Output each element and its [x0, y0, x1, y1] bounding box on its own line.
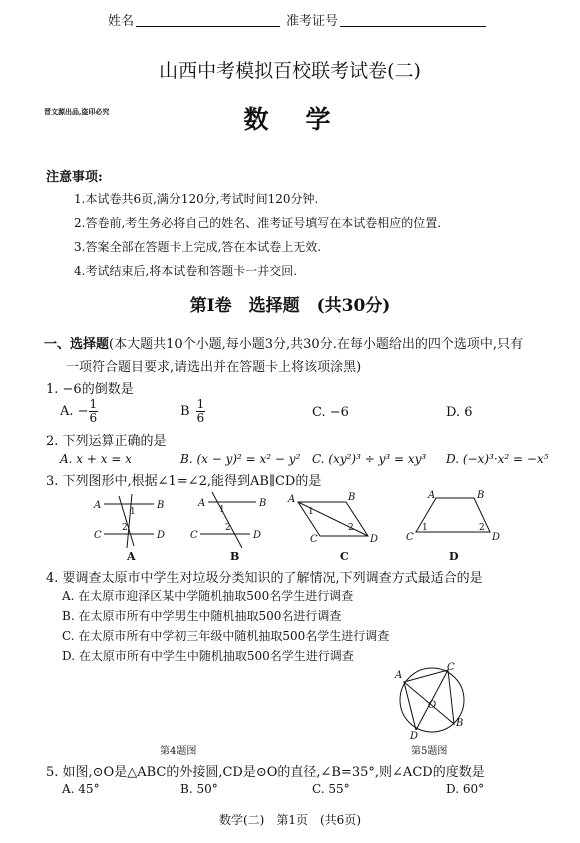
q2-option-a[interactable]: A. x + x = x: [60, 452, 132, 466]
q5-option-d[interactable]: D. 60°: [446, 782, 485, 796]
q3-c-point-b: B: [348, 492, 356, 503]
q4-option-c[interactable]: C. 在太原市所有中学初三年级中随机抽取500名学生进行调查: [62, 629, 390, 643]
copyright-notice: 晋文源出品,盗印必究: [44, 107, 110, 116]
q3-d-point-c: C: [406, 532, 414, 543]
notice-item: 2.答卷前,考生务必将自己的姓名、准考证号填写在本试卷相应的位置.: [74, 216, 442, 230]
q4-option-b[interactable]: B. 在太原市所有中学男生中随机抽取500名进行调查: [62, 609, 342, 623]
q2-option-d[interactable]: D. (−x)³·x² = −x⁵: [446, 452, 549, 466]
q5-point-o: O: [428, 700, 437, 711]
q3-b-angle-1: 1: [219, 505, 225, 515]
q3-c-point-d: D: [370, 534, 379, 545]
q1-option-b-prefix: B: [180, 404, 190, 419]
q5-point-c: C: [447, 662, 455, 673]
q3-a-point-c: C: [94, 530, 102, 541]
q5-point-a: A: [395, 670, 403, 681]
q1-option-b-fraction: [196, 398, 206, 425]
q1-option-a-denominator: 6: [89, 411, 98, 425]
q5-option-c[interactable]: C. 55°: [312, 782, 350, 796]
q1-option-a[interactable]: [60, 398, 98, 425]
exam-number-label: 准考证号: [286, 14, 339, 29]
q4-stem: 4. 要调查太原市中学生对垃圾分类知识的了解情况,下列调查方式最适合的是: [46, 571, 483, 586]
paper-title: 山西中考模拟百校联考试卷(二): [159, 60, 421, 82]
q3-d-point-a: A: [428, 490, 436, 501]
q5-point-b: B: [456, 718, 464, 729]
q3-d-point-d: D: [492, 532, 501, 543]
q5-figure: [392, 662, 472, 740]
q2-option-c[interactable]: C. (xy²)³ ÷ y³ = xy³: [312, 452, 427, 466]
q4-option-a[interactable]: A. 在太原市迎泽区某中学随机抽取500名学生进行调查: [62, 589, 354, 603]
q3-a-point-a: A: [94, 500, 102, 511]
notice-item: 1.本试卷共6页,满分120分,考试时间120分钟.: [74, 192, 319, 206]
q4-figure-caption: 第4题图: [160, 746, 197, 757]
q3-figure-b[interactable]: [200, 492, 256, 548]
section1-intro: [44, 333, 523, 352]
q3-b-point-c: C: [190, 530, 198, 541]
notice-title: 注意事项:: [46, 170, 103, 185]
section-title: 第Ⅰ卷 选择题 (共30分): [189, 296, 391, 316]
q3-d-point-b: B: [477, 490, 485, 501]
q1-option-b-numerator: 1: [196, 397, 205, 411]
q3-label-c: C: [340, 550, 349, 563]
page-footer: 数学(二) 第1页 (共6页): [219, 813, 361, 827]
q1-option-a-fraction: [89, 398, 99, 425]
q3-c-point-a: A: [288, 494, 296, 505]
q3-a-angle-1: 1: [130, 507, 136, 517]
q5-point-d: D: [410, 731, 419, 740]
section1-heading: 一、选择题: [44, 337, 110, 352]
q1-option-b[interactable]: [180, 398, 205, 425]
q1-option-d[interactable]: D. 6: [446, 405, 473, 420]
q2-option-b[interactable]: B. (x − y)² = x² − y²: [180, 452, 301, 466]
notice-item: 3.答案全部在答题卡上完成,答在本试卷上无效.: [74, 240, 322, 254]
q3-b-point-a: A: [198, 498, 206, 509]
q3-stem: 3. 下列图形中,根据∠1=∠2,能得到AB∥CD的是: [46, 474, 322, 489]
q1-stem: 1. −6的倒数是: [46, 382, 134, 397]
q3-figure-a[interactable]: [104, 494, 154, 548]
subject-title: 数 学: [243, 105, 337, 134]
q3-c-angle-1: 1: [308, 507, 314, 517]
q1-option-b-denominator: 6: [196, 411, 205, 425]
q3-label-d: D: [449, 550, 459, 563]
q3-a-angle-2: 2: [122, 523, 128, 533]
notice-item: 4.考试结束后,将本试卷和答题卡一并交回.: [74, 264, 298, 278]
q3-a-point-b: B: [157, 500, 165, 511]
q3-a-point-d: D: [157, 530, 166, 541]
q1-option-a-prefix: A. −: [60, 404, 89, 419]
q3-d-angle-1: 1: [422, 523, 428, 533]
q5-option-a[interactable]: A. 45°: [62, 782, 100, 796]
q3-d-angle-2: 2: [479, 523, 485, 533]
q5-stem: 5. 如图,⊙O是△ABC的外接圆,CD是⊙O的直径,∠B=35°,则∠ACD的度数是: [46, 765, 485, 780]
q1-option-c[interactable]: C. −6: [312, 405, 349, 420]
q5-figure-caption: 第5题图: [411, 746, 448, 757]
section1-intro-line1: (本大题共10个小题,每小题3分,共30分.在每小题给出的四个选项中,只有: [109, 337, 523, 352]
section1-intro-line2: 一项符合题目要求,请选出并在答题卡上将该项涂黑): [66, 360, 362, 375]
q3-b-point-b: B: [259, 498, 267, 509]
q2-stem: 2. 下列运算正确的是: [46, 434, 167, 449]
q1-option-a-numerator: 1: [89, 397, 98, 411]
q5-option-b[interactable]: B. 50°: [180, 782, 218, 796]
name-label: 姓名: [108, 14, 135, 29]
q3-figures: [80, 488, 520, 564]
exam-number-field[interactable]: [340, 12, 486, 27]
name-field[interactable]: [136, 12, 280, 27]
q3-label-b: B: [230, 550, 240, 563]
q4-option-d[interactable]: D. 在太原市所有中学生中随机抽取500名学生进行调查: [62, 649, 354, 663]
q3-c-point-c: C: [310, 534, 318, 545]
q3-label-a: A: [127, 550, 136, 563]
q3-c-angle-2: 2: [348, 523, 354, 533]
q3-b-angle-2: 2: [225, 523, 231, 533]
q3-b-point-d: D: [253, 530, 262, 541]
